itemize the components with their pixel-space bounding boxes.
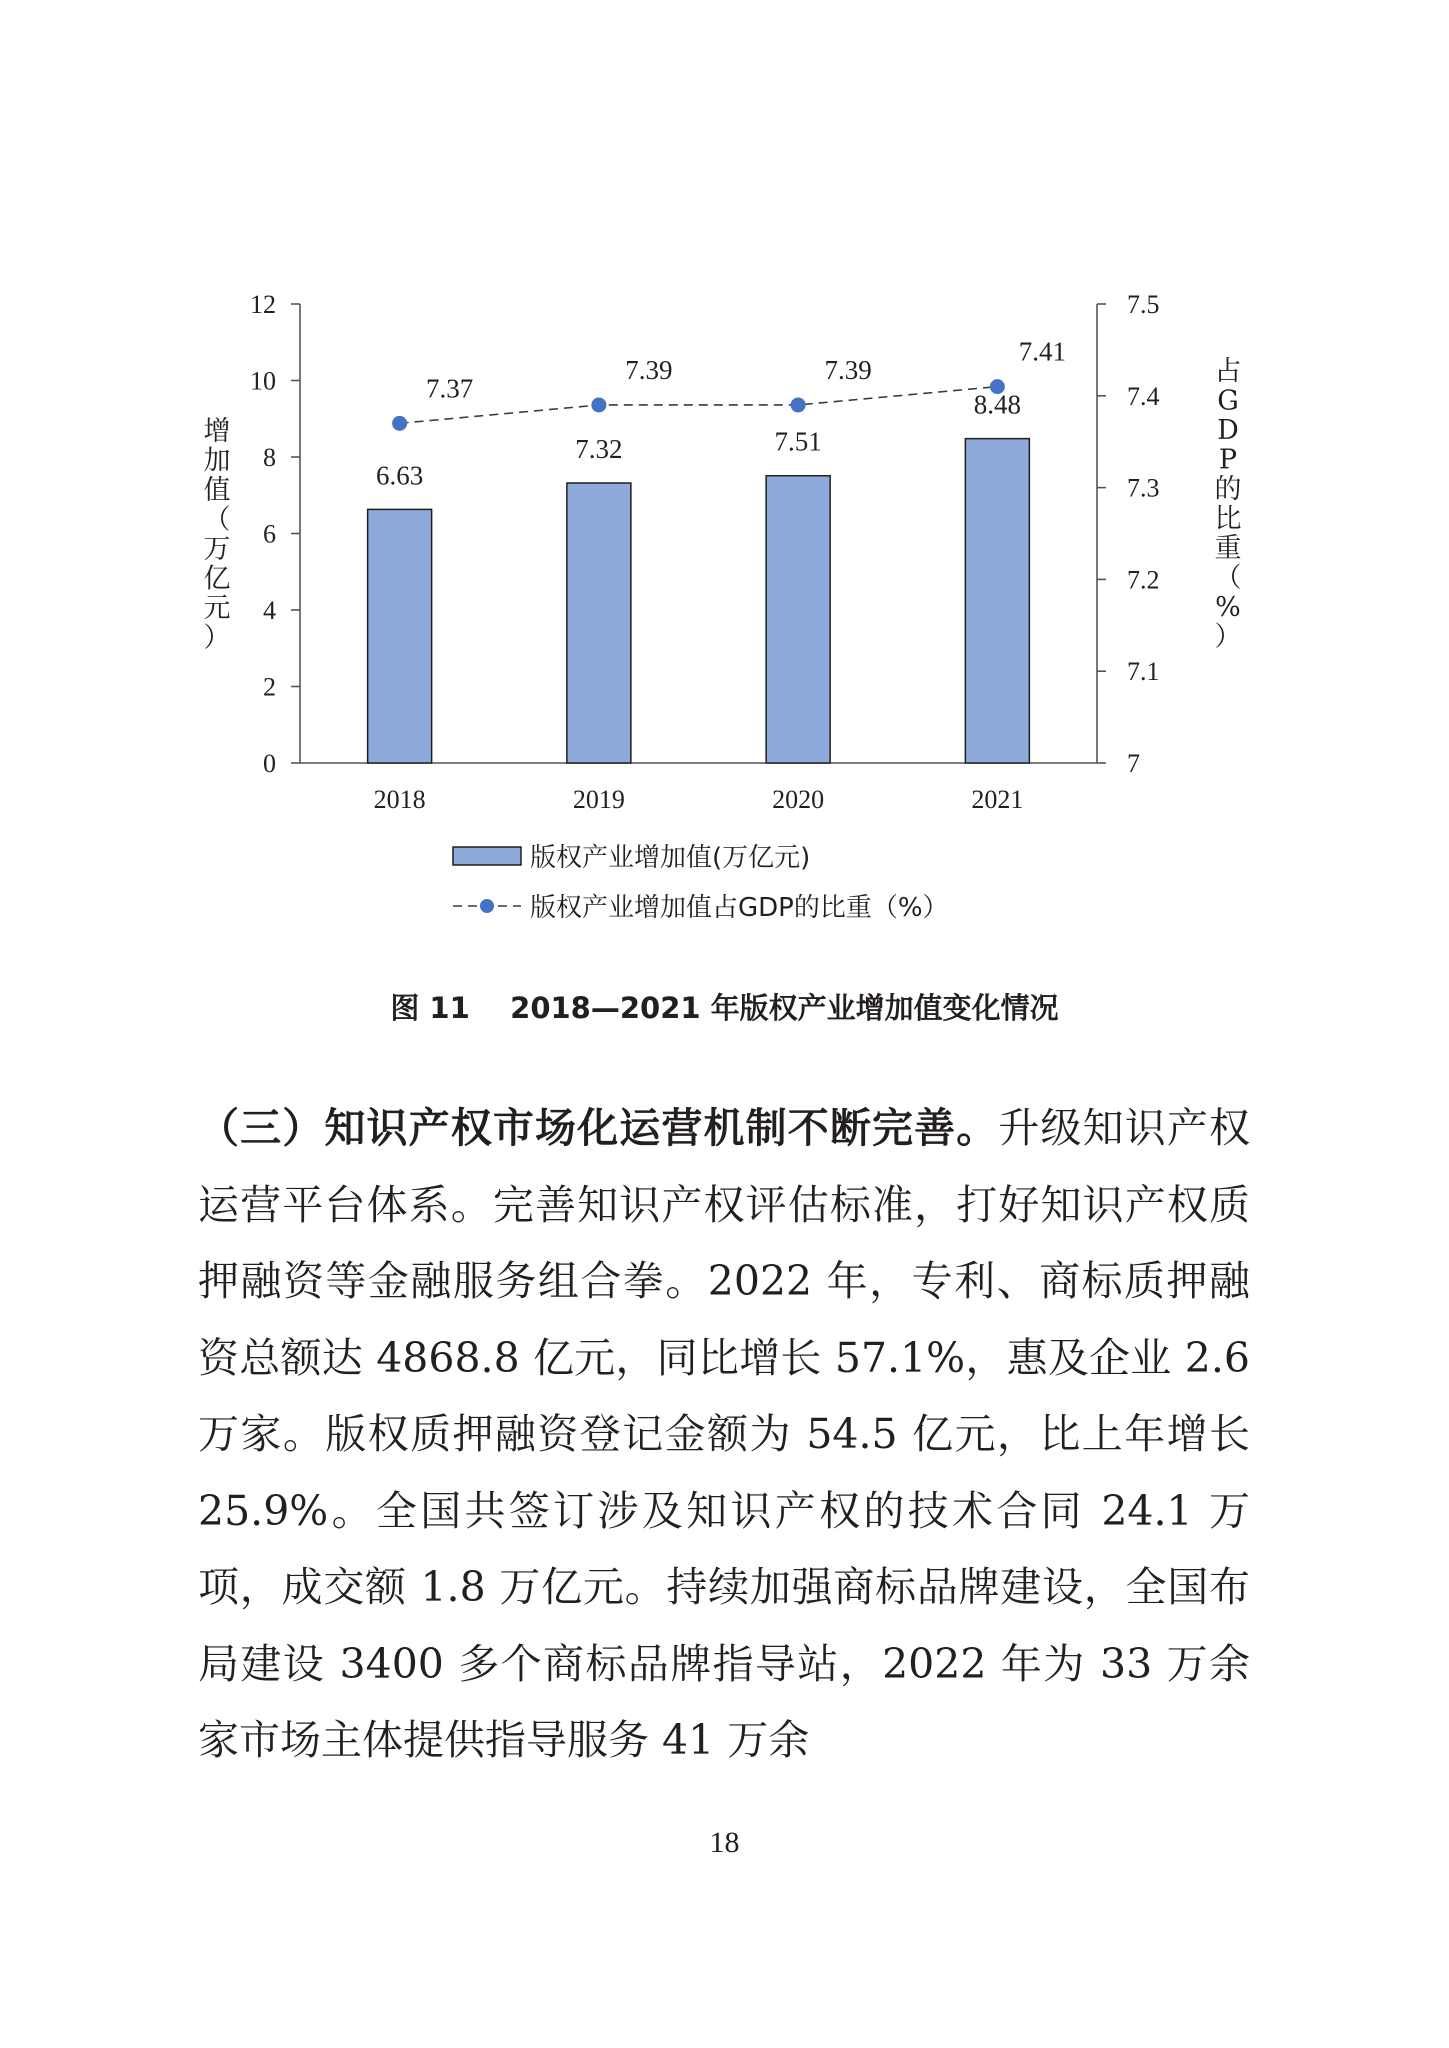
bar-value-label: 6.63 <box>376 460 424 491</box>
line-series <box>392 379 1005 431</box>
right-tick-label: 7 <box>1127 749 1140 778</box>
legend-bar-swatch <box>453 847 521 865</box>
left-tick-label: 8 <box>263 443 276 472</box>
page-number: 18 <box>709 1826 740 1859</box>
x-tick-label: 2020 <box>772 785 825 814</box>
x-tick-label: 2019 <box>572 785 625 814</box>
right-tick-label: 7.3 <box>1127 473 1160 503</box>
chart-axes <box>204 290 1242 814</box>
left-tick-label: 0 <box>263 749 276 778</box>
left-tick-label: 2 <box>263 672 276 702</box>
legend-bar-label: 版权产业增加值(万亿元) <box>530 843 811 873</box>
data-labels <box>376 337 1066 491</box>
bar-series <box>368 439 1030 763</box>
bar <box>965 439 1029 763</box>
chart <box>0 0 1449 960</box>
x-tick-label: 2021 <box>971 785 1024 814</box>
right-tick-label: 7.2 <box>1127 565 1160 595</box>
line-value-label: 7.39 <box>625 354 673 385</box>
right-axis-title: 占 G D P 的比重（%） <box>1214 356 1242 653</box>
paragraph-text: 升级知识产权运营平台体系。完善知识产权评估标准，打好知识产权质押融资等金融服务组合拳。2022 年，专利、商标质押融资总额达 4868.8 亿元，同比增长 57.1%，惠及企业 2.6 万家。版权质押融资登记金额为 54.5 亿元，比上年增长 25.9%。全国共签订涉及知识产权的技术合同 24.1 万项，成交额 1.8 万亿元。持续加强商标品牌建设，全国布局建设 3400 多个商标品牌指导站，2022 年为 33 万余家市场主体提供指导服务 41 万余 <box>198 1104 1250 1764</box>
line-path <box>400 387 998 424</box>
line-value-label: 7.41 <box>1018 336 1066 367</box>
line-point <box>591 397 606 412</box>
bar-value-label: 7.32 <box>575 434 623 465</box>
line-point <box>392 416 407 431</box>
bar-value-label: 7.51 <box>774 426 822 457</box>
body-paragraph <box>198 1090 1250 1779</box>
left-axis-title: 增加值（万亿元） <box>203 416 231 654</box>
line-value-label: 7.37 <box>426 373 474 404</box>
left-tick-label: 12 <box>250 290 276 319</box>
right-tick-label: 7.4 <box>1127 381 1160 411</box>
legend-line-label: 版权产业增加值占GDP的比重（%） <box>530 893 949 923</box>
left-tick-label: 4 <box>263 596 276 625</box>
paragraph-heading: （三）知识产权市场化运营机制不断完善。 <box>198 1104 999 1152</box>
right-tick-label: 7.5 <box>1127 290 1160 319</box>
x-tick-label: 2018 <box>373 785 426 814</box>
legend-line-marker <box>480 899 494 913</box>
left-tick-label: 6 <box>263 519 276 549</box>
right-tick-label: 7.1 <box>1127 657 1160 687</box>
bar <box>567 483 631 763</box>
line-value-label: 7.39 <box>824 354 872 385</box>
figure-caption: 图 11 2018—2021 年版权产业增加值变化情况 <box>390 991 1059 1025</box>
bar <box>766 476 830 763</box>
left-tick-label: 10 <box>250 366 276 396</box>
bar <box>368 509 432 763</box>
chart-legend <box>453 843 949 923</box>
bar-value-label: 8.48 <box>973 389 1021 420</box>
line-point <box>791 397 806 412</box>
